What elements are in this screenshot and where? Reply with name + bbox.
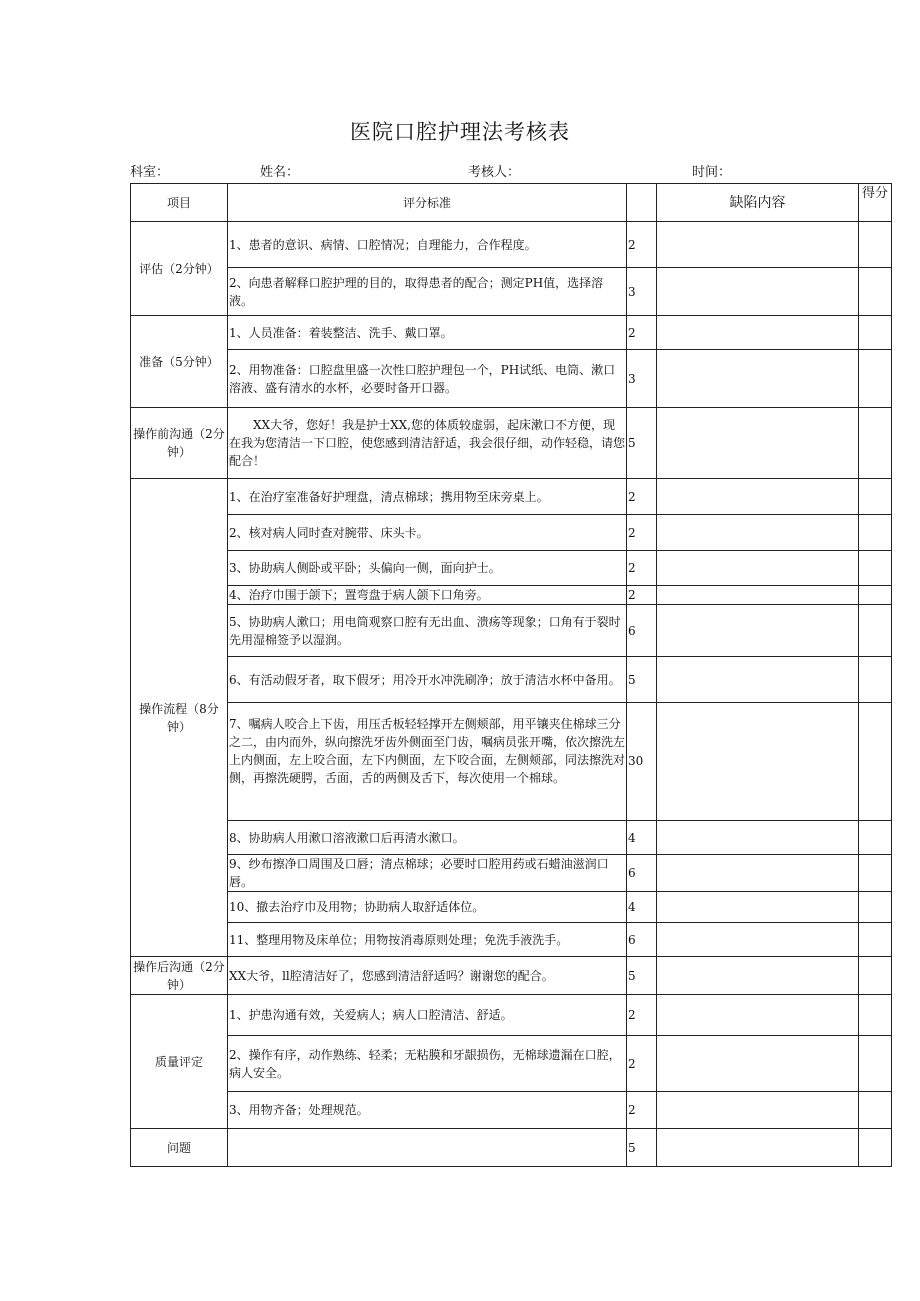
header-got: 得分 xyxy=(859,184,892,222)
table-row xyxy=(131,821,892,855)
item-cell: 评估（2分钟） xyxy=(131,222,228,316)
defect-cell[interactable] xyxy=(657,957,859,995)
score-cell: 6 xyxy=(627,855,657,892)
defect-cell[interactable] xyxy=(657,586,859,605)
got-cell[interactable] xyxy=(859,892,892,923)
defect-cell[interactable] xyxy=(657,1129,859,1167)
score-cell: 5 xyxy=(627,1129,657,1167)
item-cell: 质量评定 xyxy=(131,995,228,1129)
item-cell: 操作流程（8分钟） xyxy=(131,479,228,957)
score-cell: 5 xyxy=(627,408,657,479)
defect-cell[interactable] xyxy=(657,892,859,923)
table-row xyxy=(131,605,892,657)
table-row xyxy=(131,350,892,408)
table-row xyxy=(131,515,892,551)
score-cell: 30 xyxy=(627,703,657,821)
defect-cell[interactable] xyxy=(657,855,859,892)
criteria-cell: 7、嘱病人咬合上下齿，用压舌板轻轻撑开左侧颊部，用平镶夹住棉球三分之二，由内而外，纵向擦洗牙齿外侧面至门齿，嘱病员张开嘴，依次擦洗左上内侧面，左上咬合面，左下内侧面，左下咬合面，左侧颊部，同法擦洗对侧，再擦洗硬腭，舌面，舌的两侧及舌下，每次使用一个棉球。 xyxy=(228,703,627,821)
table-row xyxy=(131,551,892,586)
criteria-cell: 3、用物齐备；处理规范。 xyxy=(228,1092,627,1129)
got-cell[interactable] xyxy=(859,316,892,350)
item-cell: 问题 xyxy=(131,1129,228,1167)
got-cell[interactable] xyxy=(859,268,892,316)
got-cell[interactable] xyxy=(859,657,892,703)
table-header-row xyxy=(131,184,892,222)
table-row xyxy=(131,892,892,923)
criteria-cell: 1、在治疗室准备好护理盘，清点棉球；携用物至床旁桌上。 xyxy=(228,479,627,515)
defect-cell[interactable] xyxy=(657,222,859,268)
table-row xyxy=(131,703,892,821)
score-cell: 2 xyxy=(627,316,657,350)
table-row xyxy=(131,316,892,350)
score-cell: 5 xyxy=(627,657,657,703)
defect-cell[interactable] xyxy=(657,551,859,586)
score-cell: 2 xyxy=(627,995,657,1036)
criteria-cell: 1、患者的意识、病情、口腔情况；自理能力，合作程度。 xyxy=(228,222,627,268)
defect-cell[interactable] xyxy=(657,821,859,855)
got-cell[interactable] xyxy=(859,222,892,268)
score-cell: 3 xyxy=(627,350,657,408)
criteria-cell: XX大爷，ll腔清洁好了，您感到清洁舒适吗？谢谢您的配合。 xyxy=(228,957,627,995)
criteria-cell: 3、协助病人侧卧或平卧；头偏向一侧，面向护士。 xyxy=(228,551,627,586)
item-cell: 操作后沟通（2分钟） xyxy=(131,957,228,995)
score-cell: 2 xyxy=(627,551,657,586)
score-cell: 6 xyxy=(627,923,657,957)
score-cell: 2 xyxy=(627,479,657,515)
item-cell: 操作前沟通（2分钟） xyxy=(131,408,228,479)
assessment-table xyxy=(130,183,892,1167)
got-cell[interactable] xyxy=(859,957,892,995)
score-cell: 6 xyxy=(627,605,657,657)
table-row xyxy=(131,855,892,892)
table-row xyxy=(131,1129,892,1167)
criteria-cell: 11、整理用物及床单位；用物按消毒原则处理；免洗手液洗手。 xyxy=(228,923,627,957)
table-row xyxy=(131,657,892,703)
got-cell[interactable] xyxy=(859,1036,892,1092)
got-cell[interactable] xyxy=(859,923,892,957)
table-row xyxy=(131,586,892,605)
table-row xyxy=(131,222,892,268)
criteria-cell: 6、有活动假牙者，取下假牙；用冷开水冲洗刷净；放于清洁水杯中备用。 xyxy=(228,657,627,703)
header-defect: 缺陷内容 xyxy=(657,184,859,222)
got-cell[interactable] xyxy=(859,1129,892,1167)
score-cell: 4 xyxy=(627,821,657,855)
item-cell: 准备（5分钟） xyxy=(131,316,228,408)
table-row xyxy=(131,957,892,995)
score-cell: 4 xyxy=(627,892,657,923)
defect-cell[interactable] xyxy=(657,515,859,551)
criteria-cell: 2、向患者解释口腔护理的目的，取得患者的配合；测定PH值，选择溶液。 xyxy=(228,268,627,316)
table-row xyxy=(131,268,892,316)
table-row xyxy=(131,923,892,957)
defect-cell[interactable] xyxy=(657,703,859,821)
got-cell[interactable] xyxy=(859,605,892,657)
header-score xyxy=(627,184,657,222)
criteria-cell: 1、护患沟通有效，关爱病人；病人口腔清洁、舒适。 xyxy=(228,995,627,1036)
got-cell[interactable] xyxy=(859,515,892,551)
got-cell[interactable] xyxy=(859,855,892,892)
criteria-cell: XX大爷，您好！我是护士XX,您的体质较虚弱，起床漱口不方便，现在我为您清洁一下口腔，使您感到清洁舒适，我会很仔细，动作轻稳，请您配合！ xyxy=(228,408,627,479)
table-row xyxy=(131,995,892,1036)
score-cell: 3 xyxy=(627,268,657,316)
defect-cell[interactable] xyxy=(657,350,859,408)
defect-cell[interactable] xyxy=(657,657,859,703)
criteria-cell: 1、人员准备：着装整洁、洗手、戴口罩。 xyxy=(228,316,627,350)
got-cell[interactable] xyxy=(859,551,892,586)
defect-cell[interactable] xyxy=(657,408,859,479)
defect-cell[interactable] xyxy=(657,923,859,957)
table-row xyxy=(131,1036,892,1092)
criteria-cell: 8、协助病人用漱口溶液漱口后再清水漱口。 xyxy=(228,821,627,855)
criteria-cell xyxy=(228,1129,627,1167)
score-cell: 2 xyxy=(627,515,657,551)
defect-cell[interactable] xyxy=(657,1036,859,1092)
defect-cell[interactable] xyxy=(657,605,859,657)
defect-cell[interactable] xyxy=(657,995,859,1036)
criteria-cell: 9、纱布擦净口周围及口唇；清点棉球；必要时口腔用药或石蜡油滋润口唇。 xyxy=(228,855,627,892)
header-item: 项目 xyxy=(131,184,228,222)
name-label: 姓名： xyxy=(260,165,300,180)
criteria-cell: 4、治疗巾围于颌下；置弯盘于病人颌下口角旁。 xyxy=(228,586,627,605)
criteria-cell: 5、协助病人漱口；用电筒观察口腔有无出血、溃疡等现象；口角有于裂时先用湿棉签予以湿润。 xyxy=(228,605,627,657)
table-row xyxy=(131,1092,892,1129)
criteria-cell: 2、用物准备：口腔盘里盛一次性口腔护理包一个，PH试纸、电筒、漱口溶液、盛有清水的水杯，必要时备开口器。 xyxy=(228,350,627,408)
criteria-cell: 10、撤去治疗巾及用物；协助病人取舒适体位。 xyxy=(228,892,627,923)
got-cell[interactable] xyxy=(859,408,892,479)
table-row xyxy=(131,408,892,479)
time-label: 时间： xyxy=(692,165,732,180)
defect-cell[interactable] xyxy=(657,316,859,350)
defect-cell[interactable] xyxy=(657,479,859,515)
got-cell[interactable] xyxy=(859,995,892,1036)
score-cell: 2 xyxy=(627,222,657,268)
got-cell[interactable] xyxy=(859,350,892,408)
score-cell: 2 xyxy=(627,586,657,605)
defect-cell[interactable] xyxy=(657,1092,859,1129)
score-cell: 5 xyxy=(627,957,657,995)
header-criteria: 评分标准 xyxy=(228,184,627,222)
score-cell: 2 xyxy=(627,1092,657,1129)
dept-label: 科室： xyxy=(130,165,170,180)
got-cell[interactable] xyxy=(859,821,892,855)
got-cell[interactable] xyxy=(859,703,892,821)
got-cell[interactable] xyxy=(859,479,892,515)
table-row xyxy=(131,479,892,515)
criteria-cell: 2、操作有序，动作熟练、轻柔；无粘膜和牙龈损伤，无棉球遗漏在口腔，病人安全。 xyxy=(228,1036,627,1092)
examiner-label: 考核人： xyxy=(468,165,521,180)
score-cell: 2 xyxy=(627,1036,657,1092)
criteria-cell: 2、核对病人同时查对腕带、床头卡。 xyxy=(228,515,627,551)
page-title: 医院口腔护理法考核表 xyxy=(350,120,570,144)
defect-cell[interactable] xyxy=(657,268,859,316)
got-cell[interactable] xyxy=(859,1092,892,1129)
got-cell[interactable] xyxy=(859,586,892,605)
